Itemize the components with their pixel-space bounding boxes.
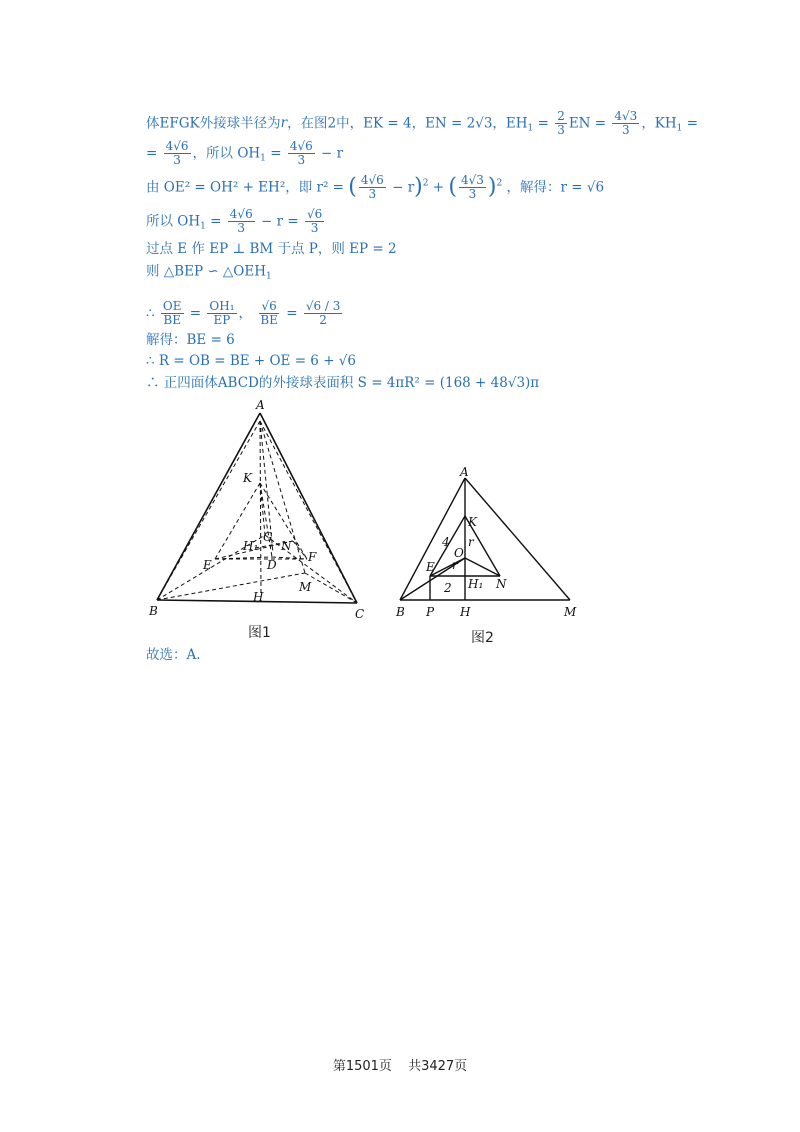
fraction: $\frac{4√6}{3}$ — [289, 139, 313, 167]
label-K: K — [243, 471, 252, 485]
text: ， — [238, 305, 253, 322]
label-M: M — [564, 605, 577, 619]
label-N: N — [281, 539, 292, 553]
label-A: A — [256, 398, 265, 412]
solution-line-4 — [146, 208, 326, 236]
subscript: 1 — [200, 221, 206, 232]
label-H: H — [460, 605, 471, 619]
text: 体EFGK外接球半径为 — [146, 115, 281, 132]
fraction: $\frac{4√6}{3}$ — [360, 173, 384, 201]
label-r-lower: r — [452, 558, 458, 572]
label-H1: H₁ — [468, 577, 484, 591]
subscript: 1 — [527, 123, 534, 134]
label-M: M — [299, 580, 312, 594]
text: = — [185, 305, 206, 322]
label-N: N — [496, 577, 507, 591]
label-B: B — [149, 604, 158, 618]
text: − r = — [256, 213, 303, 230]
solution-line-3: 由 OE² = OH² + EH²，即 r² = ( $\frac{4√6}{3}$ − r)$^2$ + ( $\frac{4√3}{3}$ )$^2$ ，解得：r = √6 — [146, 173, 605, 201]
text: = — [281, 305, 302, 322]
label-C: C — [355, 607, 365, 621]
text: = — [265, 145, 286, 162]
fraction: $\frac{4√3}{3}$ — [460, 173, 484, 201]
fraction: $\frac{√6}{3}$ — [306, 207, 323, 235]
solution-line-6 — [146, 262, 272, 286]
figure-1-caption: 图1 — [248, 625, 271, 641]
text: ，解得：r = √6 — [506, 179, 605, 196]
label-4: 4 — [442, 535, 450, 549]
fraction: $\frac{√6 / 3}{2}$ — [305, 299, 341, 327]
text: 所以 OH — [146, 213, 201, 230]
figure-2-caption: 图2 — [471, 630, 494, 646]
label-E: E — [426, 560, 435, 574]
text: ，所以 OH — [192, 145, 261, 162]
solution-line-5: 过点 E 作 EP ⊥ BM 于点 P，则 EP = 2 — [146, 241, 397, 257]
label-H: H — [253, 590, 264, 604]
label-E: E — [203, 558, 212, 572]
solution-line-7 — [146, 300, 344, 327]
text: = — [205, 213, 226, 230]
text: r — [280, 115, 288, 131]
text: = — [146, 145, 162, 162]
page-total: 共3427页 — [408, 1059, 468, 1074]
fraction: $\frac{4√6}{3}$ — [229, 207, 253, 235]
text: ，KH — [641, 115, 677, 132]
text: + — [432, 179, 449, 196]
text: = — [682, 115, 699, 132]
solution-line-8: 解得：BE = 6 — [146, 332, 235, 348]
subscript: 1 — [266, 271, 272, 282]
fraction: $\frac{√6}{BE}$ — [260, 299, 278, 327]
final-answer: 故选：A. — [146, 647, 201, 663]
label-K: K — [468, 515, 477, 529]
text: − r — [387, 179, 415, 196]
text: ∴ — [146, 305, 159, 322]
label-F: F — [308, 550, 317, 564]
solution-line-1 — [146, 110, 698, 138]
fraction: $\frac{\text{OH₁}}{EP}$ — [209, 299, 235, 327]
label-H1: H₁ — [243, 539, 259, 553]
text: ，在图2中，EK = 4，EN = 2√3，EH — [287, 115, 528, 132]
fraction: $\frac{4√6}{3}$ — [165, 139, 189, 167]
text: ²，即 r² = — [279, 179, 349, 196]
label-B: B — [396, 605, 405, 619]
label-2: 2 — [444, 581, 452, 595]
label-A: A — [460, 466, 469, 479]
subscript: 1 — [676, 123, 683, 134]
fraction: $\frac{OE}{BE}$ — [162, 299, 182, 327]
fraction: $\frac{2}{3}$ — [557, 109, 565, 137]
label-D: D — [267, 558, 277, 572]
text: EN = — [568, 115, 611, 132]
solution-line-9: ∴ R = OB = BE + OE = 6 + √6 — [146, 353, 356, 369]
text: ² + EH — [232, 179, 280, 196]
text: 由 OE² = OH — [146, 179, 233, 196]
text: 则 △BEP ∽ △OEH — [146, 263, 267, 280]
page-footer — [0, 1055, 800, 1074]
label-O: O — [454, 546, 464, 560]
figure-1-tetrahedron — [145, 393, 375, 623]
page-number: 第1501页 — [332, 1059, 392, 1074]
figure-2-cross-section — [392, 466, 592, 626]
subscript: 1 — [260, 153, 266, 164]
fraction: $\frac{4√3}{3}$ — [614, 109, 638, 137]
solution-line-10: ∴ 正四面体ABCD的外接球表面积 S = 4πR² = (168 + 48√3)π — [146, 375, 540, 391]
text: = — [533, 115, 554, 132]
label-r-upper: r — [468, 535, 474, 549]
label-P: P — [426, 605, 435, 619]
label-G: G — [263, 530, 273, 544]
solution-line-2 — [146, 140, 343, 168]
text: − r — [316, 145, 344, 162]
